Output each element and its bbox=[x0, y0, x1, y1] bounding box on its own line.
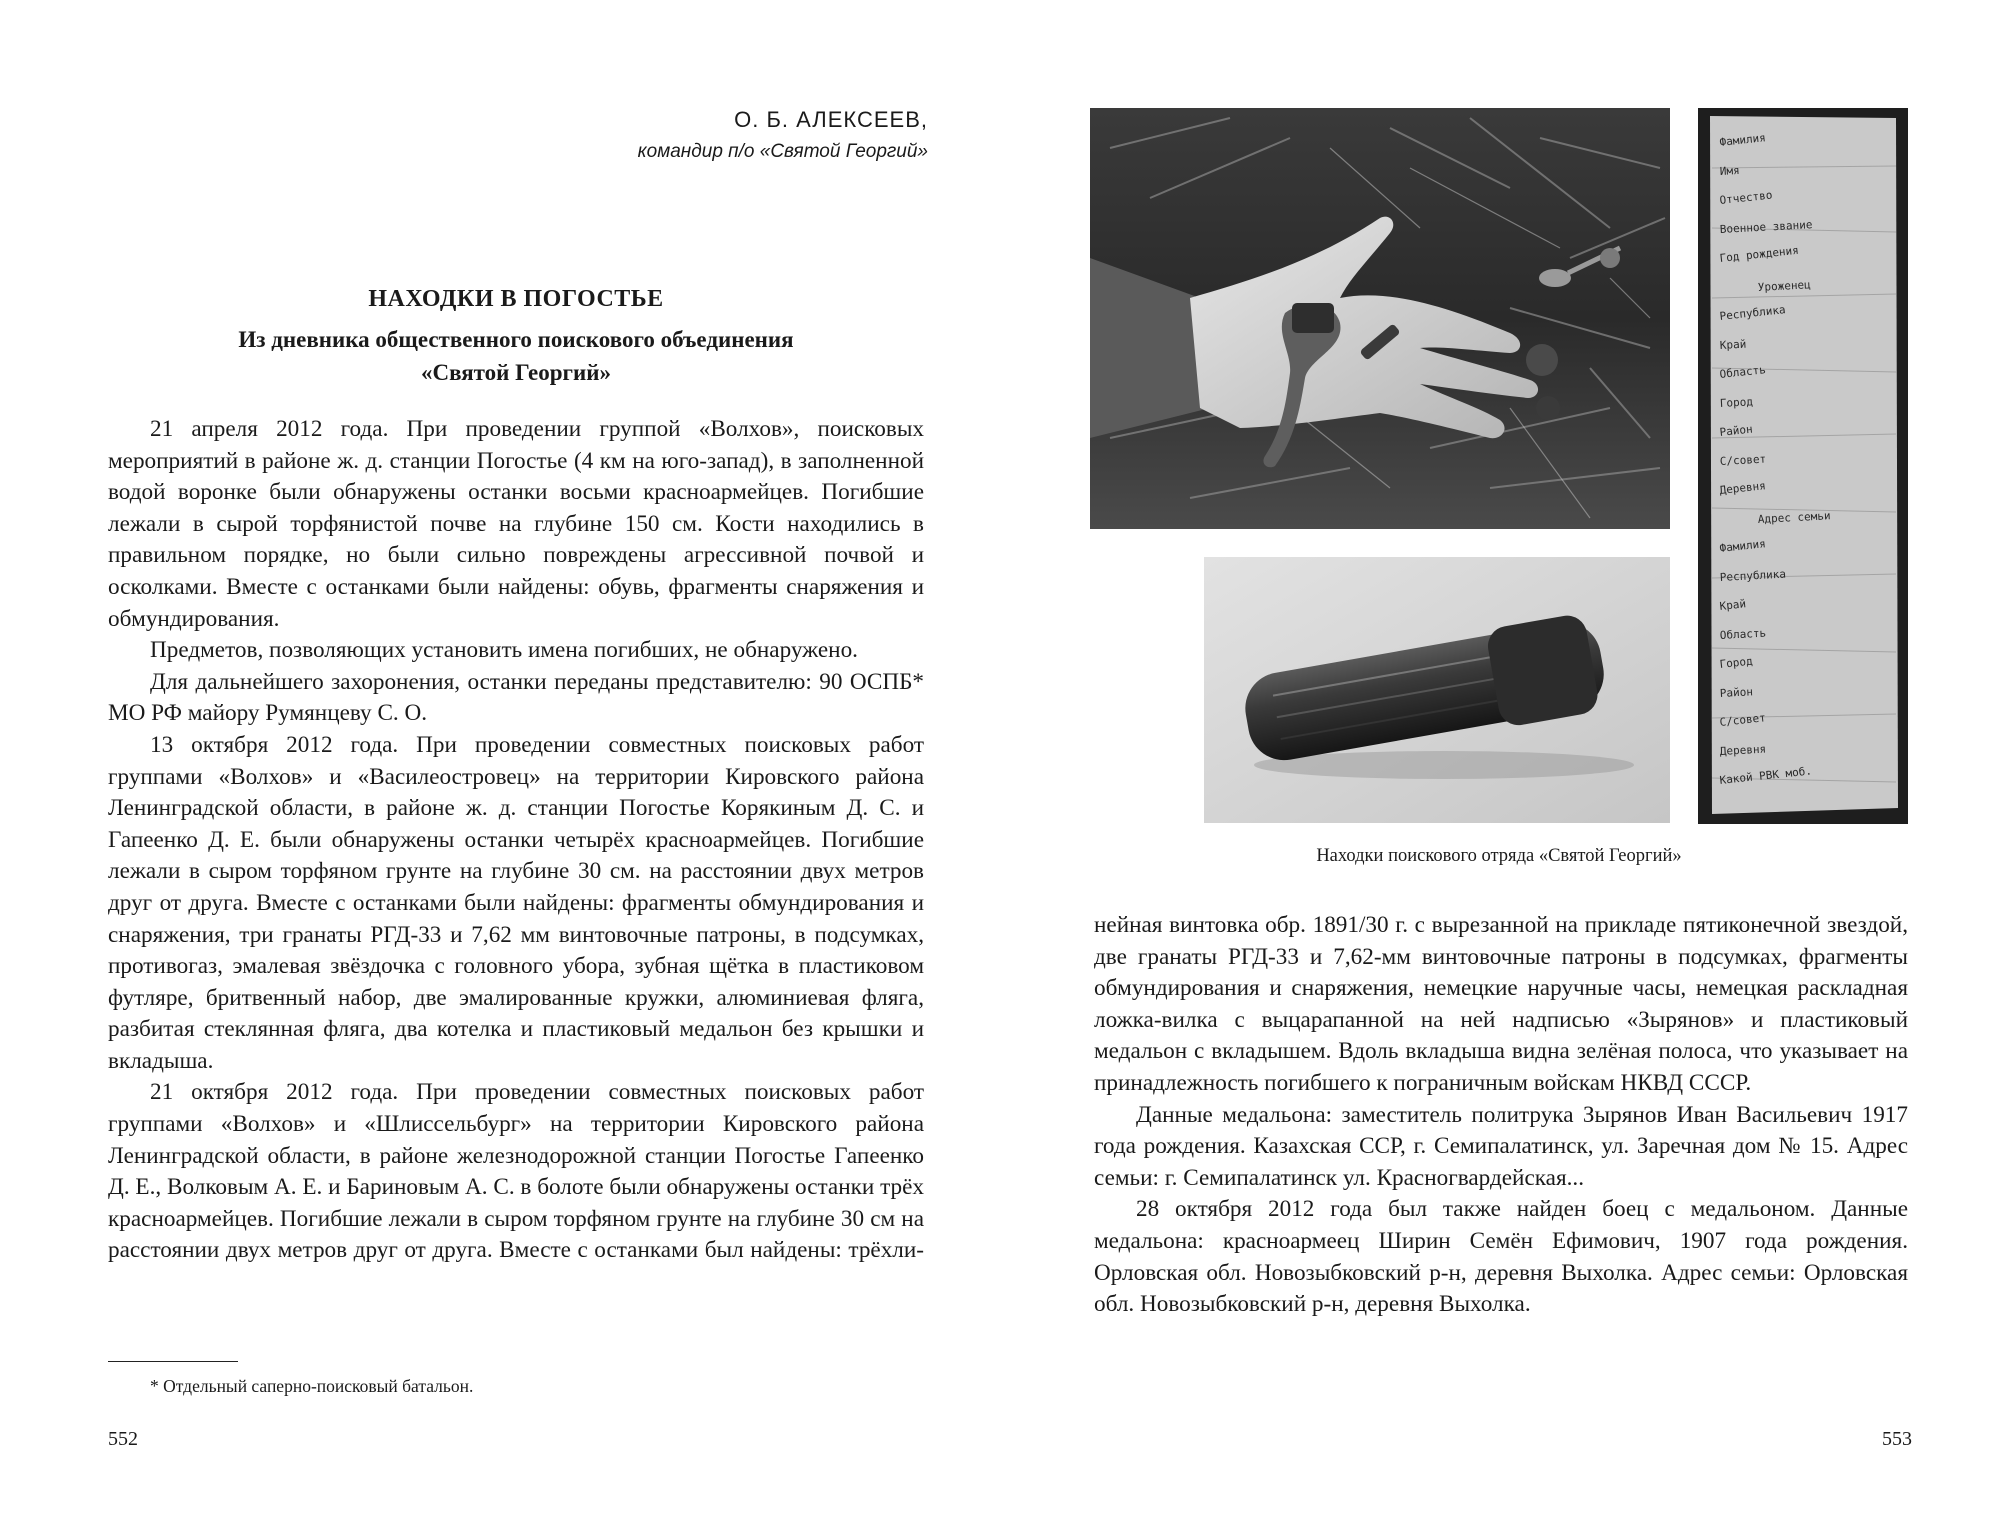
photo-hand-finds bbox=[1090, 108, 1670, 529]
insert-label: Район bbox=[1718, 422, 1754, 439]
photo-medallion-capsule bbox=[1204, 557, 1670, 823]
insert-label: Республика bbox=[1718, 303, 1787, 323]
paragraph: 28 октября 2012 года был также найден боец с медальоном. Данные медальона: красноармеец Ширин Семён Ефимович, 1907 года рождения. Орловская обл. Новозыбковский р-н, деревня Выхолка. Адрес семьи: Орловская обл. Новозыбковский р-н, деревня Выхолка. bbox=[1094, 1196, 1908, 1318]
subtitle-line: Из дневника общественного поискового объединения bbox=[238, 327, 794, 352]
photo-medallion-insert-image bbox=[1698, 108, 1908, 824]
insert-label: С/совет bbox=[1718, 711, 1767, 729]
paragraph: нейная винтовка обр. 1891/30 г. с вырезанной на прикладе пятиконечной звездой, две гранаты РГД-33 и 7,62-мм винтовочные патроны в подсумках, фрагменты обмундирования и снаряжения, немецкие наручные часы, немецкая раскладная ложка-вилка с выцарапанной на ней надписью «Зырянов» и пластиковый медальон с вкладышем. Вдоль вкладыша видна зелёная полоса, что указывает на принадлежность погибшего к пограничным войскам НКВД СССР. bbox=[1094, 912, 1908, 1096]
insert-label: Имя bbox=[1719, 163, 1741, 178]
right-body-text bbox=[1094, 910, 1908, 1321]
insert-label: Деревня bbox=[1719, 742, 1767, 758]
insert-label: Фамилия bbox=[1718, 131, 1767, 149]
insert-label: Область bbox=[1718, 363, 1767, 381]
paragraph: Данные медальона: заместитель политрука Зырянов Иван Васильевич 1917 года рождения. Казахская ССР, г. Семипалатинск, ул. Заречная дом № 15. Адрес семьи: г. Семипалатинск ул. Красногвардейская... bbox=[1094, 1101, 1908, 1191]
paragraph: 13 октября 2012 года. При проведении совместных поисковых работ группами «Волхов» и «Василеостровец» на территории Кировского района Ленинградской области, в районе ж. д. станции Погостье Корякиным Д. С. и Гапеенко Д. Е. были обнаружены останки четырёх красноармейцев. Погибшие лежали в сыром торфяном грунте на глубине 30 см. на расстоянии двух метров друг от друга. Вместе с останками были найдены: фрагменты обмундирования и снаряжения, три гранаты РГД-33 и 7,62 мм винтовочные патроны, в подсумках, противогаз, эмалевая звёздочка с головного убора, зубная щётка в пластиковом футляре, бритвенный набор, две эмалированные кружки, алюминиевая фляга, разбитая стеклянная фляга, два котелка и пластиковый медальон без крышки и вкладыша. bbox=[108, 731, 924, 1074]
photo-medallion-insert bbox=[1698, 108, 1908, 824]
paragraph: Для дальнейшего захоронения, останки переданы представителю: 90 ОСПБ* МО РФ майору Румянцеву С. О. bbox=[108, 668, 924, 727]
page-number: 553 bbox=[1882, 1428, 1912, 1450]
subtitle-line: «Святой Георгий» bbox=[421, 360, 611, 385]
photo-caption: Находки поискового отряда «Святой Георгий» bbox=[1316, 846, 1682, 866]
author-name: О. Б. АЛЕКСЕЕВ, bbox=[734, 107, 928, 132]
article-title: НАХОДКИ В ПОГОСТЬЕ bbox=[368, 286, 664, 312]
insert-label: Деревня bbox=[1718, 479, 1767, 497]
insert-label: Республика bbox=[1719, 567, 1787, 584]
insert-label: Отчество bbox=[1718, 188, 1774, 207]
insert-label: Область bbox=[1719, 626, 1767, 642]
insert-label: Военное звание bbox=[1719, 218, 1813, 236]
page-number: 552 bbox=[108, 1428, 138, 1450]
paragraph: 21 апреля 2012 года. При проведении группой «Волхов», поисковых мероприятий в районе ж. д. станции Погостье (4 км на юго-запад), в заполненной водой воронке были обнаружены останки восьми красноармейцев. Погибшие лежали в сырой торфянистой почве на глубине 150 см. Кости находились в правильном порядке, но были сильно повреждены агрессивной почвой и осколками. Вместе с останками были найдены: обувь, фрагменты снаряжения и обмундирования. bbox=[108, 416, 924, 632]
insert-label: Край bbox=[1718, 597, 1747, 613]
insert-label: Год рождения bbox=[1718, 243, 1800, 265]
insert-label: Район bbox=[1719, 685, 1754, 700]
insert-label: Город bbox=[1719, 395, 1754, 410]
insert-label: Адрес семьи bbox=[1757, 509, 1831, 526]
paragraph: Предметов, позволяющих установить имена погибших, не обнаружено. bbox=[150, 637, 858, 664]
photo-hand-finds-image bbox=[1090, 108, 1670, 529]
footnote-divider bbox=[108, 1361, 238, 1362]
right-page bbox=[1000, 0, 2000, 1535]
insert-label: С/совет bbox=[1719, 452, 1767, 468]
photo-medallion-capsule-image bbox=[1204, 557, 1670, 823]
insert-label: Город bbox=[1718, 654, 1754, 671]
insert-label: Фамилия bbox=[1718, 537, 1767, 555]
insert-label: Уроженец bbox=[1757, 278, 1812, 294]
footnote: * Отдельный саперно-поисковый батальон. bbox=[150, 1376, 474, 1396]
insert-label: Какой РВК моб. bbox=[1718, 764, 1813, 787]
left-body-text bbox=[108, 414, 924, 1267]
insert-label: Край bbox=[1719, 337, 1747, 352]
paragraph: 21 октября 2012 года. При проведении совместных поисковых работ группами «Волхов» и «Шлиссельбург» на территории Кировского района Ленинградской области, в районе железнодорожной станции Погостье Гапеенко Д. Е., Волковым А. Е. и Бариновым А. С. в болоте были обнаружены останки трёх красноармейцев. Погибшие лежали в сыром торфяном грунте на глубине 30 см на расстоянии двух метров друг от друга. Вместе с останками был найдены: трёхли- bbox=[108, 1079, 924, 1264]
author-block bbox=[638, 103, 928, 167]
article-subtitle bbox=[110, 323, 922, 389]
author-role: командир п/о «Святой Георгий» bbox=[637, 141, 928, 162]
